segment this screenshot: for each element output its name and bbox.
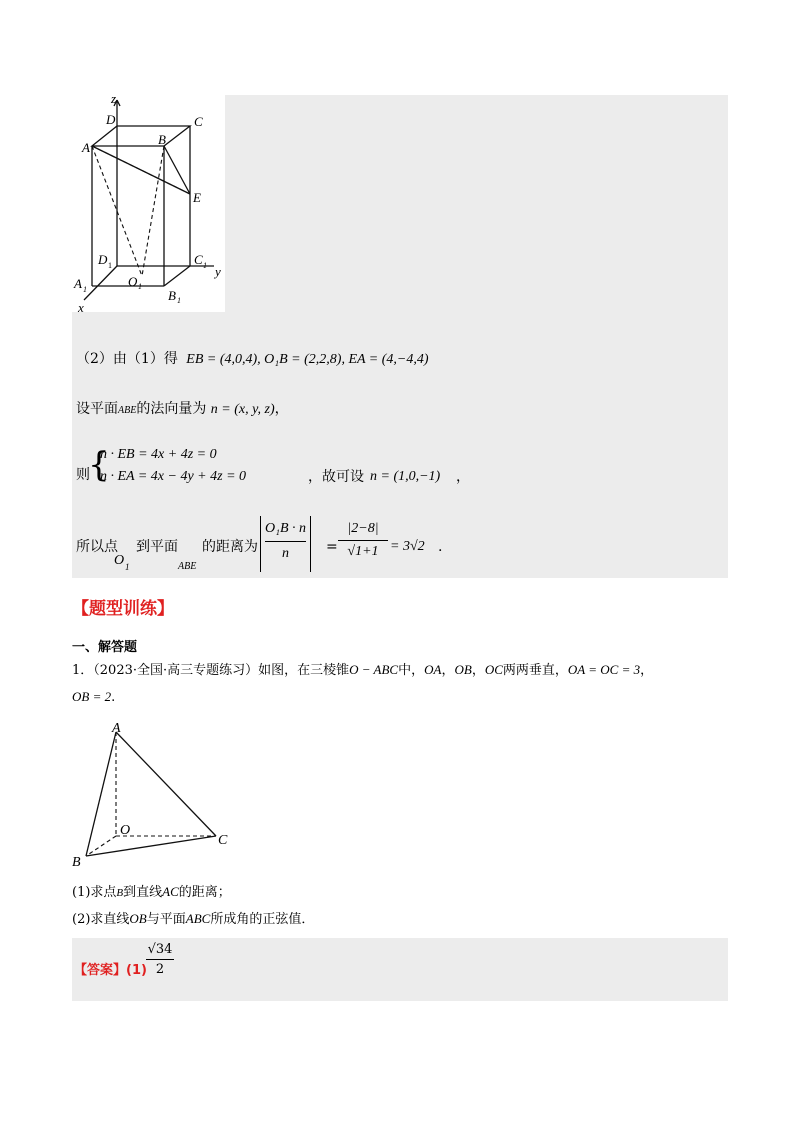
distance-fraction-2	[338, 520, 388, 561]
label-A: A	[82, 140, 90, 155]
line5-plane: ABE	[178, 561, 197, 572]
answer-label: 【答案】(1)	[74, 963, 147, 978]
label-D1-sub: 1	[108, 261, 112, 270]
line2-prefix: （2）由（1）得	[76, 351, 178, 367]
system-mid: ，故可设	[308, 469, 364, 485]
q1-text3: 两两垂直，	[502, 663, 568, 678]
label-D: D	[106, 112, 116, 127]
label-O1: O	[128, 274, 138, 289]
answer-denominator: 2	[155, 962, 165, 977]
sub2-mid: 与平面	[146, 912, 186, 927]
line5-point: O	[114, 553, 125, 568]
question-1	[72, 661, 653, 680]
solution-line-3	[76, 400, 289, 420]
label-B: B	[158, 132, 166, 147]
q1-pyramid: O − ABC	[349, 662, 399, 677]
line3-normal: n = (x, y, z)	[210, 402, 275, 417]
label-y: y	[215, 264, 221, 279]
sub1-end: 的距离；	[178, 885, 231, 900]
label-B1: B	[168, 288, 176, 303]
q1-oc: OC	[484, 662, 503, 677]
label-B1-sub: 1	[177, 296, 181, 305]
q1-text2: 中，	[398, 663, 425, 678]
distance-result: = 3√2	[390, 539, 425, 554]
q1-end: .	[111, 690, 116, 705]
sub-question-2	[72, 910, 314, 929]
label-D1: D	[98, 252, 108, 267]
system-result: n = (1,0,−1)	[370, 469, 441, 484]
frac-denominator: n	[282, 546, 290, 561]
question-1-line-2	[72, 688, 115, 707]
q1-sep-1: ，	[441, 663, 455, 678]
sub2-prefix: (2)求直线	[72, 912, 130, 927]
label-C1-sub: 1	[203, 261, 207, 270]
frac2-numerator: |2−8|	[347, 521, 379, 536]
line3-plane: ABE	[118, 405, 137, 416]
sub2-plane: ABC	[185, 911, 211, 926]
solution-line-5	[76, 516, 636, 576]
line5-dist: 的距离为	[202, 539, 258, 555]
frac2-denominator: √1+1	[347, 544, 379, 559]
tri-label-C: C	[218, 833, 228, 848]
equals-sign: =	[326, 539, 338, 555]
system-suffix: ，	[456, 469, 470, 485]
line3-prefix: 设平面	[76, 401, 118, 417]
then-label: 则	[76, 467, 90, 483]
q1-cond2: OB = 2	[72, 689, 112, 704]
label-z: z	[111, 91, 117, 106]
system-brace: {	[88, 445, 110, 485]
system-eq-2: n · EA = 4x − 4y + 4z = 0	[100, 469, 247, 484]
sub1-prefix: (1)求点	[72, 885, 117, 900]
label-A1: A	[74, 276, 82, 291]
sub2-line: OB	[129, 911, 147, 926]
cube-figure	[72, 88, 232, 316]
sub1-mid: 到直线	[123, 885, 163, 900]
distance-fraction	[260, 516, 311, 572]
line2-vectors: EB = (4,0,4), O₁B = (2,2,8), EA = (4,−4,4)	[186, 352, 429, 367]
sub1-point: B	[116, 887, 124, 899]
system-eq-1: n · EB = 4x + 4z = 0	[100, 447, 217, 462]
pyramid-figure	[68, 718, 238, 868]
q1-sep-2: ，	[471, 663, 485, 678]
tri-label-O: O	[120, 823, 131, 838]
x-axis	[84, 266, 117, 300]
answer-numerator: √34	[147, 942, 173, 957]
sub1-line: AC	[162, 884, 179, 899]
tri-label-B: B	[72, 855, 81, 868]
line3-mid: 的法向量为	[136, 401, 207, 417]
sub2-end: 所成角的正弦值．	[210, 912, 315, 927]
label-O1-sub: 1	[138, 282, 142, 291]
q1-text: 1．（2023·全国·高三专题练习）如图，在三棱锥	[72, 663, 350, 678]
label-C: C	[194, 114, 203, 129]
q1-sep-3: ，	[640, 663, 654, 678]
q1-cond: OA = OC = 3	[567, 662, 641, 677]
sub-question-1	[72, 883, 231, 902]
line5-period: .	[438, 539, 443, 555]
line5-prefix: 所以点	[76, 539, 118, 555]
training-heading: 【题型训练】	[72, 599, 174, 619]
label-C1: C	[194, 252, 203, 267]
line3-suffix: ，	[274, 401, 289, 417]
tri-label-A: A	[112, 721, 121, 736]
line5-mid: 到平面	[136, 539, 178, 555]
q1-ob: OB	[454, 662, 472, 677]
line5-point-sub: 1	[125, 562, 130, 572]
label-A1-sub: 1	[83, 285, 87, 294]
label-x: x	[78, 300, 84, 315]
solution-line-2	[76, 350, 429, 369]
label-E: E	[193, 190, 201, 205]
frac-numerator: O₁B · n	[265, 521, 307, 536]
answer-fraction	[146, 942, 174, 977]
section-title: 一、解答题	[72, 640, 138, 655]
q1-oa: OA	[424, 662, 442, 677]
